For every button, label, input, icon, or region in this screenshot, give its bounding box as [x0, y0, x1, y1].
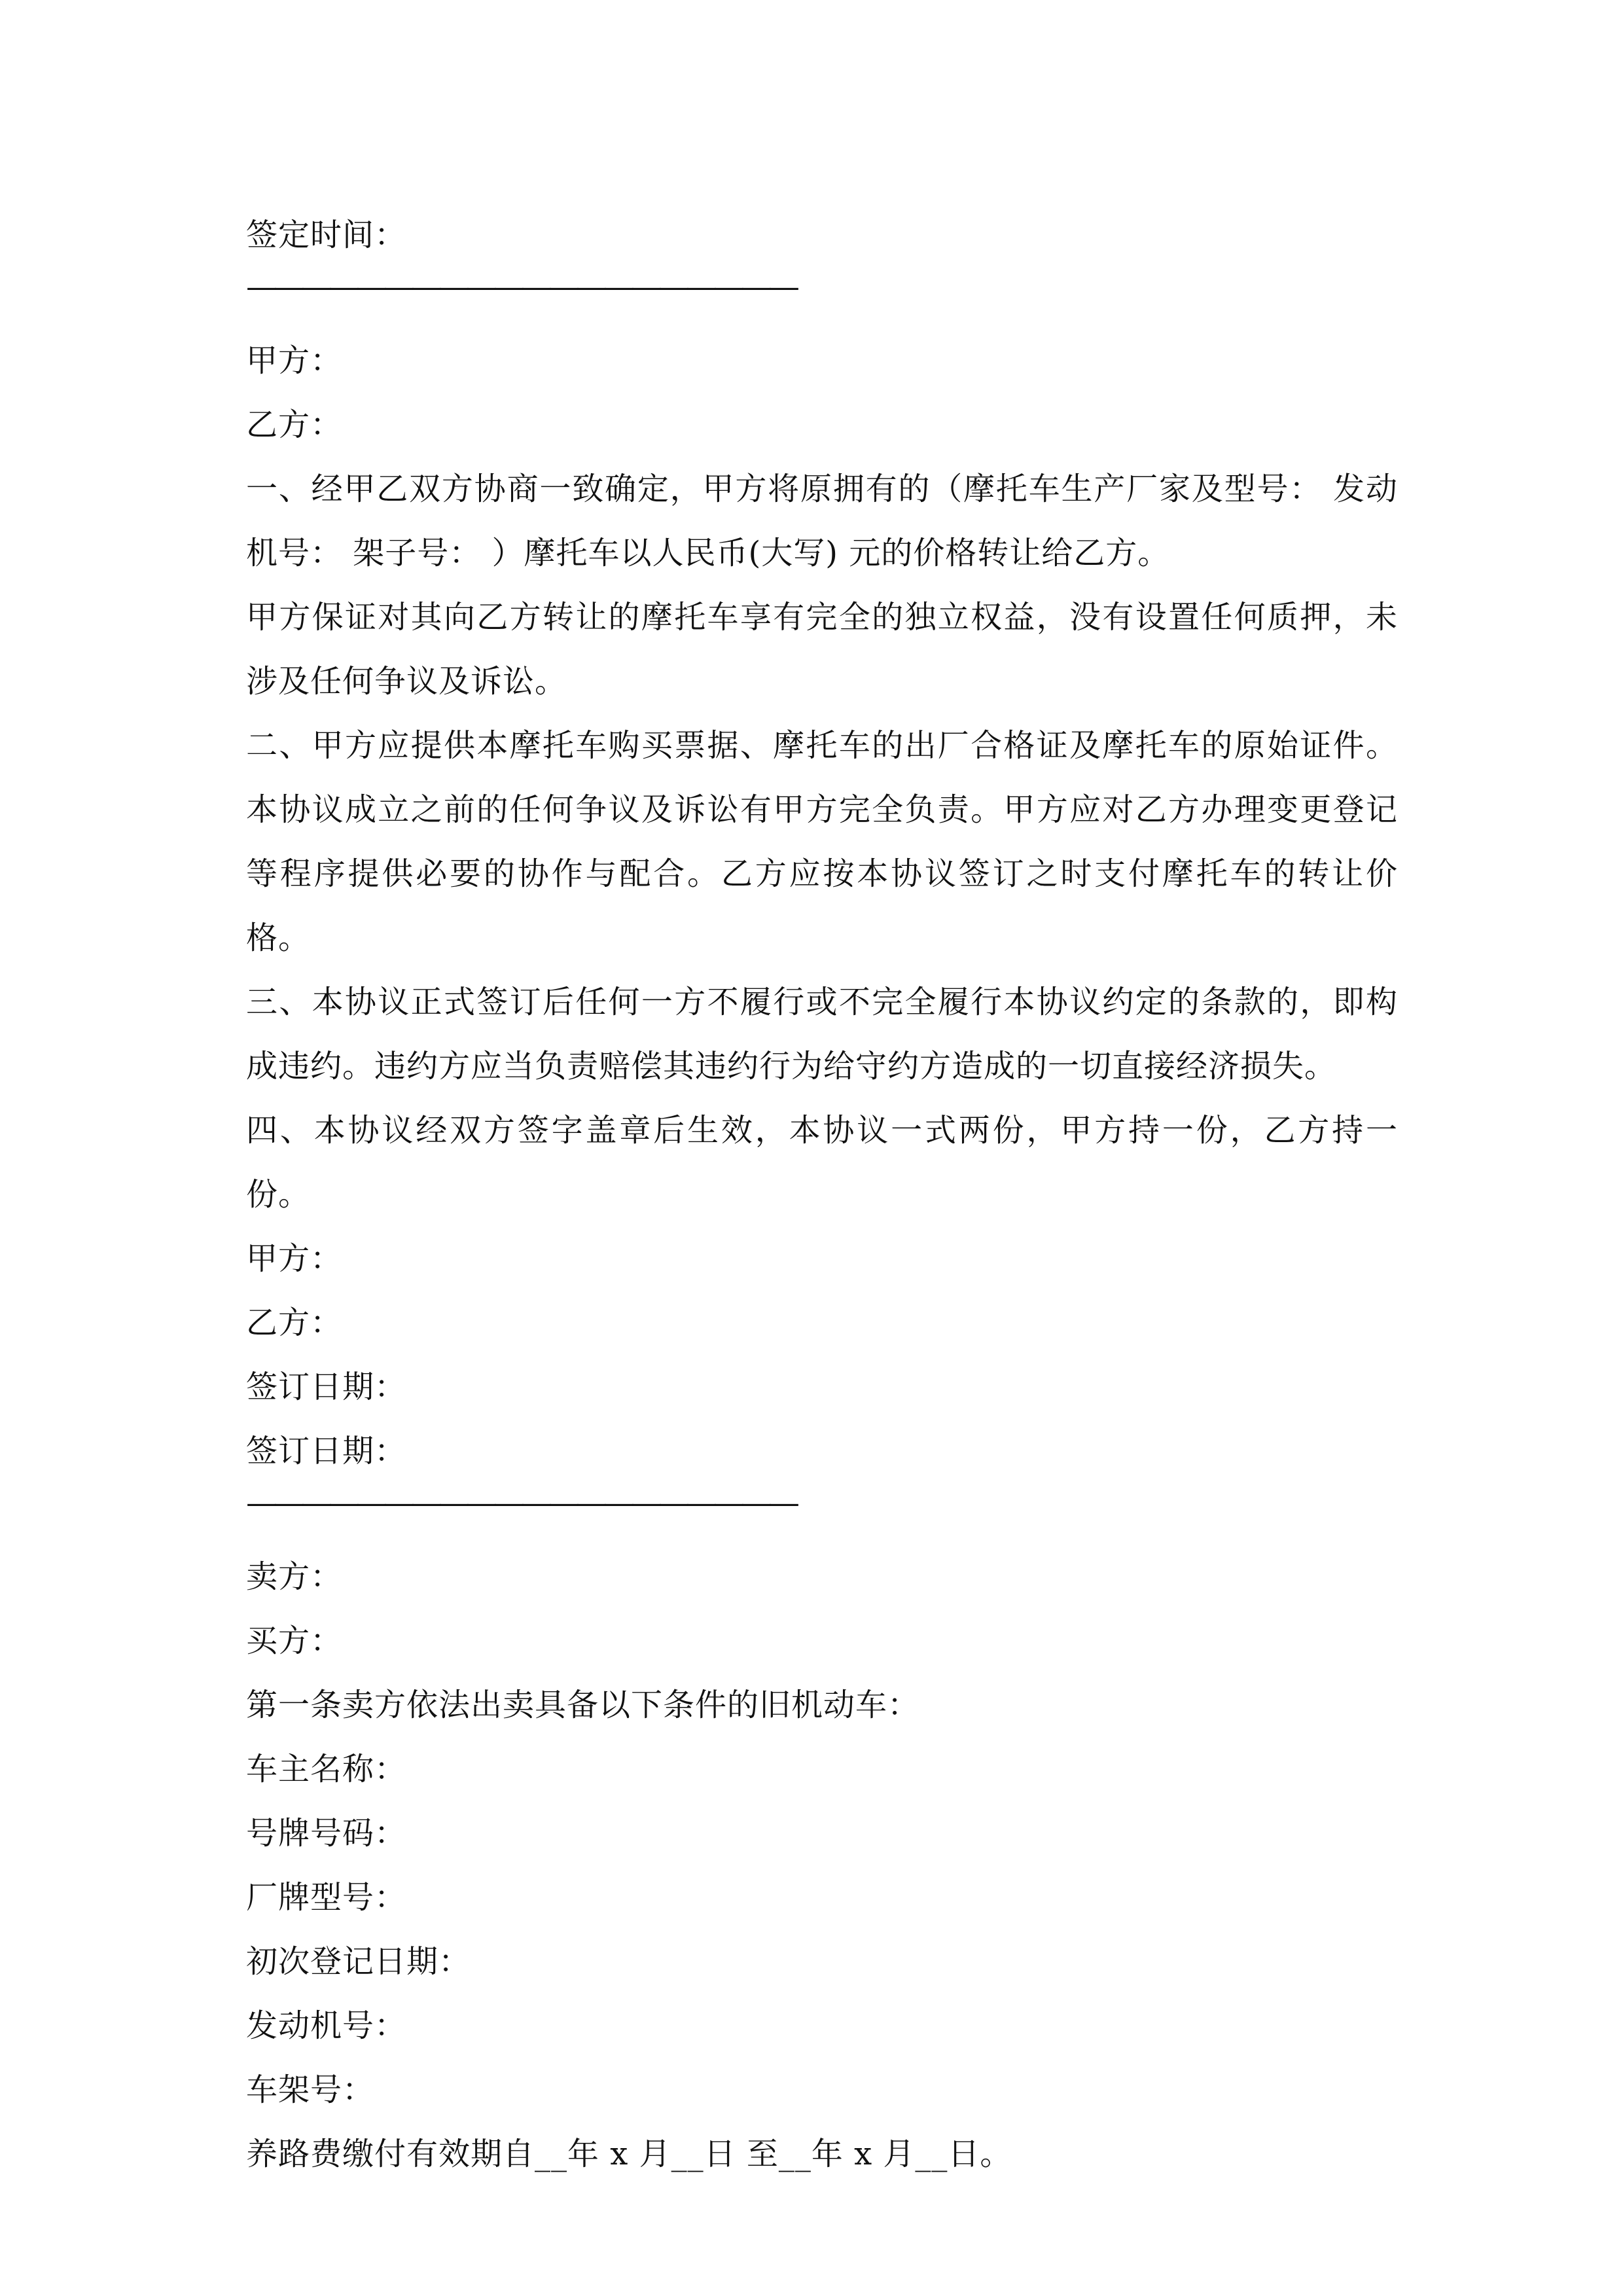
- clause-two: 二、甲方应提供本摩托车购买票据、摩托车的出厂合格证及摩托车的原始证件。本协议成立之前的任何争议及诉讼有甲方完全负责。甲方应对乙方办理变更登记等程序提供必要的协作与配合。乙方应按本协议签订之时支付摩托车的转让价格。: [246, 727, 1398, 956]
- plate-number-label: 号牌号码：: [246, 1815, 407, 1852]
- engine-number-label: 发动机号：: [246, 2007, 407, 2044]
- clause-one: 一、经甲乙双方协商一致确定，甲方将原拥有的（摩托车生产厂家及型号： 发动机号： 架子号： ）摩托车以人民币(大写) 元的价格转让给乙方。: [246, 471, 1398, 571]
- signing-date-label-2: 签订日期：: [246, 1433, 407, 1469]
- signing-date-label: 签订日期：: [246, 1369, 407, 1405]
- owner-name-label: 车主名称：: [246, 1751, 407, 1787]
- clause-one-guarantee: 甲方保证对其向乙方转让的摩托车享有完全的独立权益，没有设置任何质押，未涉及任何争议及诉讼。: [246, 599, 1398, 700]
- party-a-label: 甲方：: [246, 342, 343, 379]
- seller-label: 卖方：: [246, 1558, 343, 1595]
- clause-three: 三、本协议正式签订后任何一方不履行或不完全履行本协议约定的条款的，即构成违约。违约方应当负责赔偿其违约行为给守约方造成的一切直接经济损失。: [246, 984, 1398, 1085]
- party-a-signature-label: 甲方：: [246, 1240, 343, 1277]
- brand-model-label: 厂牌型号：: [246, 1879, 407, 1916]
- separator-line: ————————————————————: [246, 268, 796, 305]
- clause-four: 四、本协议经双方签字盖章后生效，本协议一式两份，甲方持一份，乙方持一份。: [246, 1112, 1398, 1213]
- article-one: 第一条卖方依法出卖具备以下条件的旧机动车：: [246, 1687, 920, 1723]
- frame-number-label: 车架号：: [246, 2072, 375, 2108]
- party-b-signature-label: 乙方：: [246, 1304, 343, 1341]
- signing-time-label: 签定时间：: [246, 217, 407, 253]
- separator-line-2: ————————————————————: [246, 1484, 796, 1521]
- party-b-label: 乙方：: [246, 406, 343, 443]
- document-body: [246, 203, 1398, 2186]
- road-fee-validity: 养路费缴付有效期自__年 x 月__日 至__年 x 月__日。: [246, 2136, 1012, 2172]
- first-registration-date-label: 初次登记日期：: [246, 1943, 471, 1980]
- buyer-label: 买方：: [246, 1623, 343, 1659]
